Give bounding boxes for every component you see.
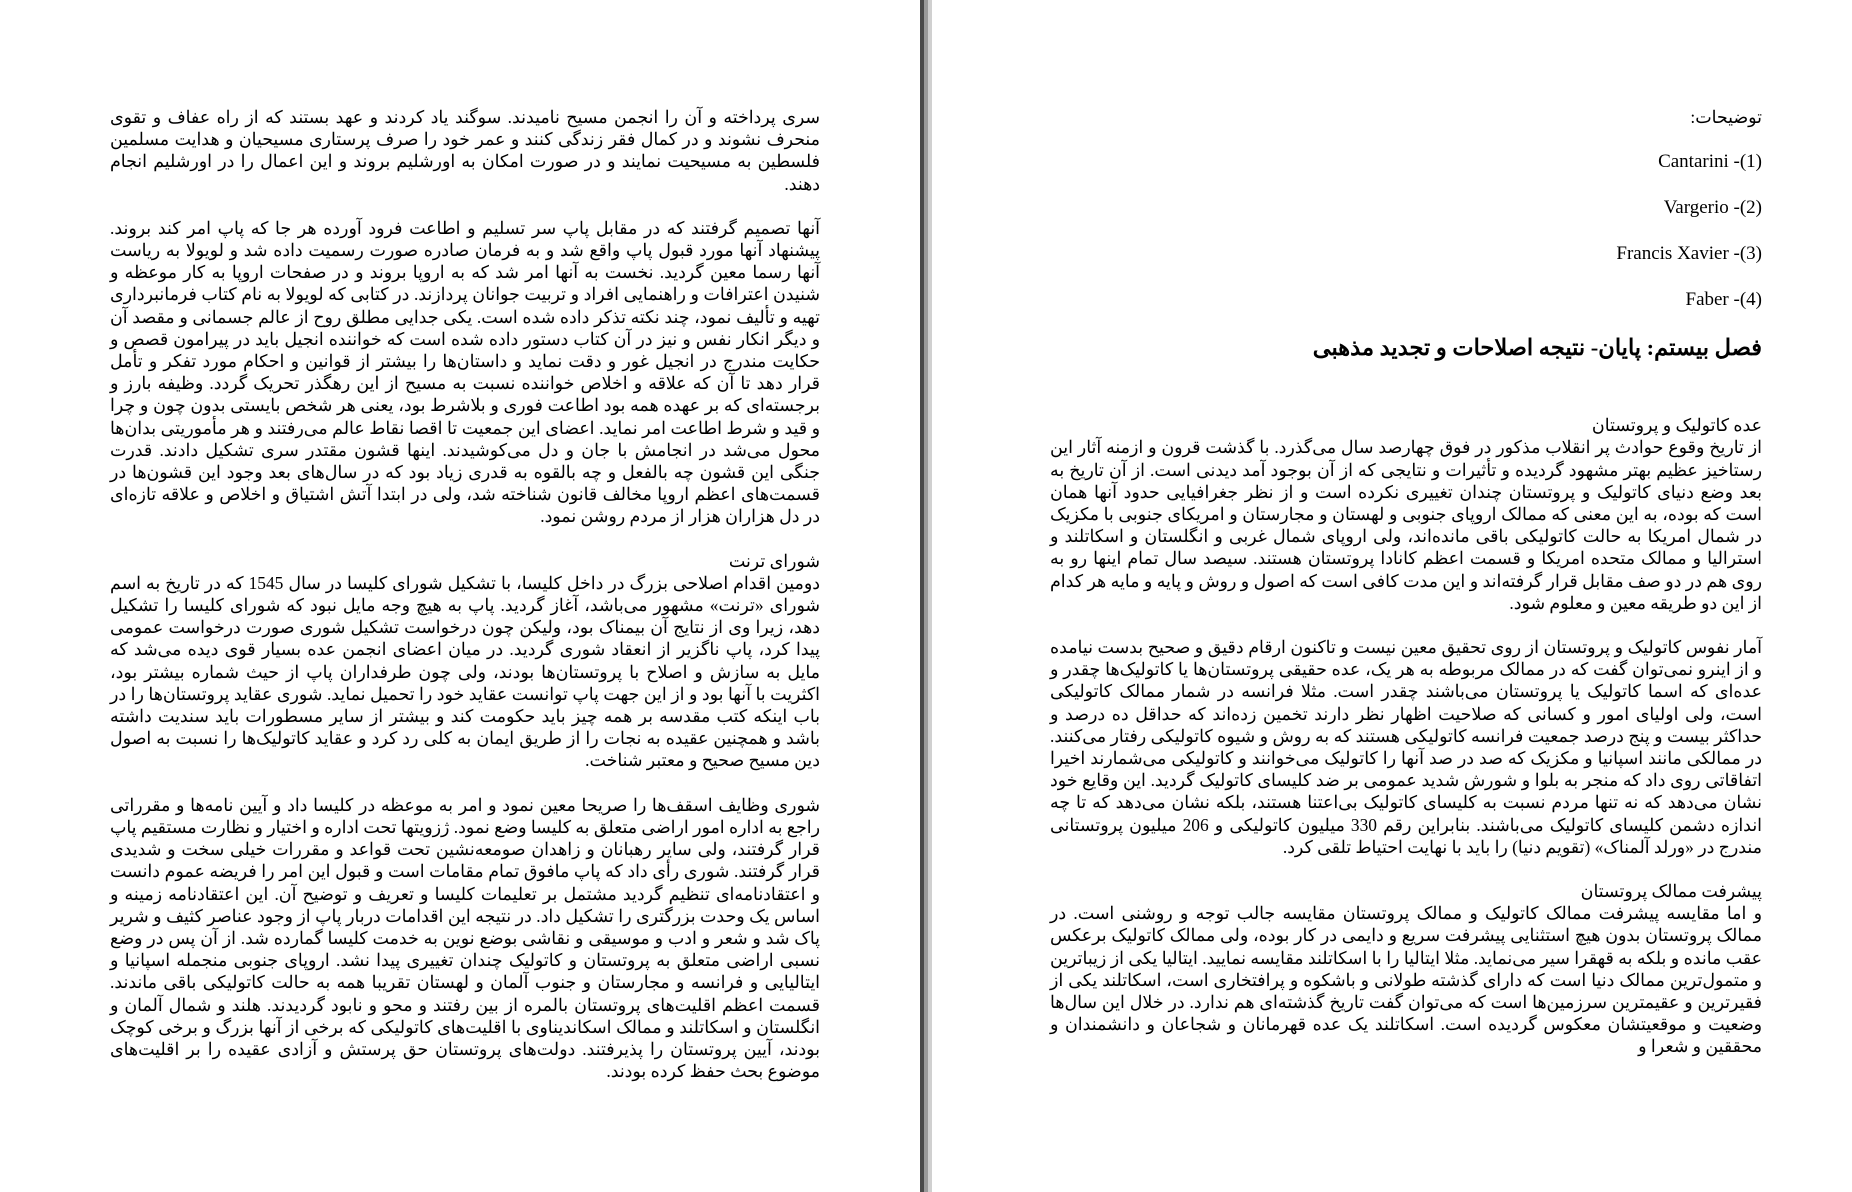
text-column <box>1050 106 1762 1058</box>
footnote-item <box>1050 150 1762 174</box>
paragraph: دومین اقدام اصلاحی بزرگ در داخل کلیسا، با تشکیل شورای کلیسا در سال 1545 که در تاریخ به اسم شورای «ترنت» مشهور می‌باشد، آغاز گردید. پاپ به هیچ وجه مایل نبود که شورای کلیسا را تشکیل دهد، زیرا وی از نتایج آن بیمناک بود، ولیکن چون درخواست تشکیل شوری صورت درخواست عمومی پیدا کرد، پاپ ناگزیر از انعقاد شوری گردید. در میان اعضای انجمن عده بسیار قوی دیده می‌شد که مایل به سازش و اصلاح با پروتستان‌ها بودند، ولی چون طرفداران پاپ از حیث شماره بیشتر بود، اکثریت با آنها بود و از این جهت پاپ توانست عقاید خود را تحمیل نماید. شوری عقاید پروتستان‌ها را در باب اینکه کتب مقدسه بر همه چیز باید حکومت کند و بیشتر از سایر مسطورات باید سندیت داشته باشد و همچنین عقیده به نجات را از طریق ایمان به کلی رد کرد و عقاید کاتولیک‌ها را نسبت به اصول دین مسیح صحیح و معتبر شناخت. <box>110 572 820 771</box>
footnote-text: Faber -(4) <box>1685 289 1762 311</box>
section-heading: عده کاتولیک و پروتستان <box>1591 415 1762 436</box>
footnote-text: Vargerio -(2) <box>1663 197 1762 219</box>
paragraph: آمار نفوس کاتولیک و پروتستان از روی تحقیق معین نیست و تاکنون ارقام دقیق و صحیح بدست نیامده و از اینرو نمی‌توان گفت که در ممالک مربوطه به هر یک، عده حقیقی پروتستان‌ها یا کاتولیک‌ها چقدر و عده‌ای که اسما کاتولیک یا پروتستان می‌باشند چقدر است. مثلا فرانسه در شمار ممالک کاتولیکی است، ولی اولیای امور و کسانی که صلاحیت اظهار نظر دارند تخمین زده‌اند که حداقل ده درصد و حداکثر بیست و پنج درصد جمعیت فرانسه کاتولیکی هستند که به روش و شیوه کاتولیکی رفتار می‌کنند. در ممالکی مانند اسپانیا و مکزیک که صد در صد آنها را کاتولیک می‌خوانند و کاتولیکی می‌شمارند اخیرا اتفاقاتی روی داد که منجر به بلوا و شورش شدید عمومی بر ضد کلیسای کاتولیک گردید. این وقایع خود نشان می‌دهد که نه تنها مردم نسبت به کلیسای کاتولیک بی‌اعتنا هستند، بلکه نشان می‌دهد که تا چه اندازه دشمن کلیسای کاتولیک می‌باشند. بنابراین رقم 330 میلیون کاتولیکی و 206 میلیون پروتستانی مندرج در «ورلد آلمناک» (تقویم دنیا) را باید با نهایت احتیاط تلقی کرد. <box>1050 637 1762 857</box>
document-page-left <box>0 0 920 1192</box>
section-heading: پیشرفت ممالک پروتستان <box>1580 881 1762 902</box>
footnote-item <box>1050 242 1762 266</box>
document-page-right <box>932 0 1852 1192</box>
paragraph: سری پرداخته و آن را انجمن مسیح نامیدند. سوگند یاد کردند و عهد بستند که از راه عفاف و تقوی منحرف نشوند و در کمال فقر زندگی کنند و عمر خود را صرف پرستاری مسیحیان و هدایت مسلمین فلسطین به مسیحیت نمایند و در صورت امکان به اورشلیم بروند و این اعمال را در اورشلیم انجام دهند. <box>110 107 820 194</box>
text-column <box>110 106 820 1104</box>
paragraph: و اما مقایسه پیشرفت ممالک کاتولیک و ممالک پروتستان مقایسه جالب توجه و روشنی است. در ممالک پروتستان بدون هیچ استثنایی پیشرفت سریع و دایمی در کار بوده، ولی ممالک کاتولیک برعکس عقب مانده و بلکه به قهقرا سیر می‌نماید. مثلا ایتالیا را با اسکاتلند مقایسه نمایید. ایتالیا یکی از زیباترین و متمول‌ترین ممالک دنیا است که دارای گذشته طولانی و باشکوه و پرافتخاری است، اسکاتلند یکی از فقیرترین و عقیمترین سرزمین‌ها است که می‌توان گفت تاریخ گذشته‌ای هم ندارد. در خلال این سال‌ها وضعیت و موقعیتشان معکوس گردیده است. اسکاتلند یک عده قهرمانان و شجاعان و دانشمندان و محققین و شعرا و <box>1050 903 1762 1057</box>
notes-heading: توضیحات: <box>1690 107 1762 127</box>
chapter-title: فصل بیستم: پایان- نتیجه اصلاحات و تجدید مذهبی <box>1312 335 1762 361</box>
footnote-text: Cantarini -(1) <box>1658 151 1762 173</box>
footnote-item <box>1050 288 1762 312</box>
footnote-item <box>1050 196 1762 220</box>
page-gutter-divider <box>920 0 932 1192</box>
section-heading: شورای ترنت <box>728 550 820 571</box>
footnote-text: Francis Xavier -(3) <box>1616 243 1762 265</box>
paragraph: از تاریخ وقوع حوادث پر انقلاب مذکور در فوق چهارصد سال می‌گذرد. با گذشت قرون و ازمنه آثار این رستاخیز عظیم بهتر مشهود گردیده و تأثیرات و نتایجی که از آن بوجود آمد دیدنی است. از آن تاریخ به بعد وضع دنیای کاتولیک و پروتستان چندان تغییری نکرده است و از نظر جغرافیایی حدود آنها همان است که بوده، به این معنی که ممالک اروپای جنوبی و لهستان و مجارستان و امریکای جنوبی با مکزیک در شمال امریکا به حالت کاتولیکی باقی مانده‌اند، ولی اروپای شمال غربی و انگلستان و اسکاتلند و استرالیا و ممالک متحده امریکا و قسمت اعظم کانادا پروتستان هستند. سیصد سال تمام اینها رو به روی هم در دو صف مقابل قرار گرفته‌اند و این مدت کافی است که اصول و روش و پایه و مایه هر کدام از این دو طریقه معین و معلوم شود. <box>1050 437 1762 613</box>
paragraph: شوری وظایف اسقف‌ها را صریحا معین نمود و امر به موعظه در کلیسا داد و آیین نامه‌ها و مقرراتی راجع به اداره امور اراضی متعلق به کلیسا وضع نمود. ژزویتها تحت اداره و اختیار و نظارت مستقیم پاپ قرار گرفتند، ولی سایر رهبانان و زاهدان صومعه‌نشین تحت قواعد و مقررات خیلی سخت و شدیدی قرار گرفتند. شوری رأی داد که پاپ مافوق تمام مقامات است و قبول این امر را فریضه عموم دانست و اعتقادنامه‌ای تنظیم گردید مشتمل بر تعلیمات کلیسا و تعریف و توضیح آن. این اعتقادنامه زمینه و اساس یک وحدت بزرگتری را تشکیل داد. در نتیجه این اقدامات دربار پاپ از وجود عناصر کثیف و شریر پاک شد و شعر و ادب و موسیقی و نقاشی بوضع نوین به خدمت کلیسا گمارده شد. از آن پس در وضع نسبی اراضی متعلق به پروتستان و کاتولیک چندان تغییری پیدا نشد. اروپای جنوبی منجمله اسپانیا و ایتالیایی و فرانسه و مجارستان و جنوب آلمان و لهستان تقریبا همه به حالت کاتولیکی باقی ماندند. قسمت اعظم اقلیت‌های پروتستان بالمره از بین رفتند و محو و نابود گردیدند. هلند و شمال آلمان و انگلستان و اسکاتلند و ممالک اسکاندیناوی با اقلیت‌های کاتولیکی که برخی از آنها بزرگ و برخی کوچک بودند، آیین پروتستان را پذیرفتند. دولت‌های پروتستان حق پرستش و آزادی عقیده را بر اقلیت‌های موضوع بحث حفظ کرده بودند. <box>110 794 820 1082</box>
paragraph: آنها تصمیم گرفتند که در مقابل پاپ سر تسلیم و اطاعت فرود آورده هر جا که پاپ امر کند بروند. پیشنهاد آنها مورد قبول پاپ واقع شد و به فرمان صادره صورت رسمیت داده شد و لویولا به ریاست آنها رسما معین گردید. نخست به آنها امر شد که به اروپا بروند و در صفحات اروپا به کار موعظه و شنیدن اعترافات و راهنمایی افراد و تربیت جوانان پردازند. در کتابی که لویولا به نام کتاب فرمانبرداری تهیه و تألیف نمود، چند نکته تذکر داده شده است. یکی جدایی مطلق روح از عالم جسمانی و مقصد آن و دیگر انکار نفس و نیز در آن کتاب دستور داده شده است که خواننده انجیل باید در پیرامون قصص و حکایت مندرج در انجیل غور و دقت نماید و داستان‌ها را بیشتر از قوانین و احکام مورد تفکر و تأمل قرار دهد تا آن که علاقه و اخلاص خواننده نسبت به مسیح از این رهگذر تحریک گردد. وظیفه بارز و برجسته‌ای که بر عهده همه بود اطاعت فوری و بلاشرط بود، یعنی هر شخص بایستی بدون چون و چرا و قید و شرط اطاعت امر نماید. اعضای این جمعیت تا اقصا نقاط عالم می‌رفتند و هر مأموریتی بدان‌ها محول می‌شد در انجامش با جان و دل می‌کوشیدند. اینها قشون مقتدر سری تشکیل دادند. قدرت جنگی این قشون چه بالفعل و چه بالقوه به قدری زیاد بود که در سال‌های بعد وجود این قشون‌ها در قسمت‌های اعظم اروپا مخالف قانون شناخته شد، ولی در ابتدا آتش اشتیاق و اخلاص و علاقه تازه‌ای در دل هزاران هزار از مردم روشن نمود. <box>110 217 820 527</box>
